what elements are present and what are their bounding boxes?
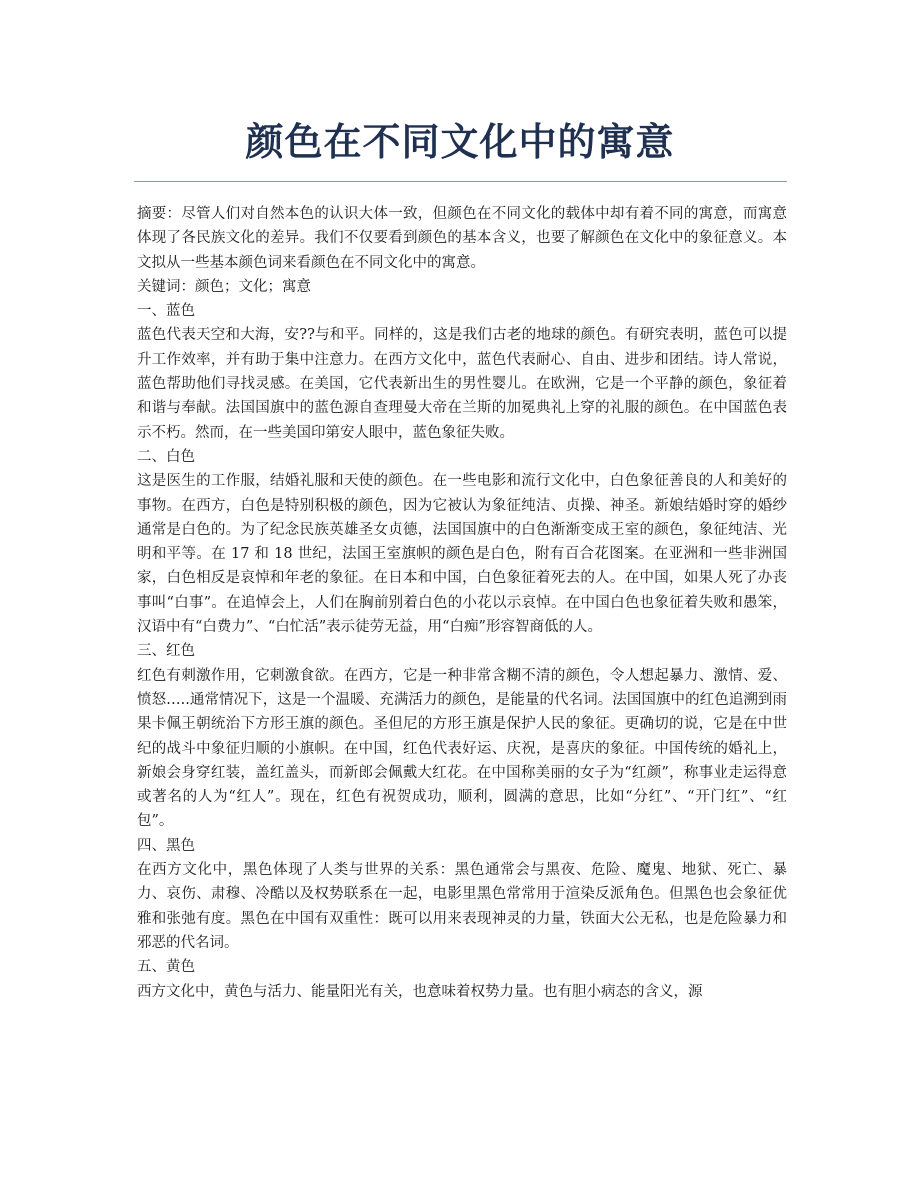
title-divider xyxy=(134,181,787,182)
section-heading-blue: 一、蓝色 xyxy=(137,303,195,320)
document-title: 颜色在不同文化中的寓意 xyxy=(245,120,675,164)
section-body-blue: 蓝色代表天空和大海，安??与和平。同样的，这是我们古老的地球的颜色。有研究表明，蓝色可以提升工作效率，并有助于集中注意力。在西方文化中，蓝色代表耐心、自由、进步和团结。诗人常说，蓝色帮助他们寻找灵感。在美国，它代表新出生的男性婴儿。在欧洲，它是一个平静的颜色，象征着和谐与奉献。法国国旗中的蓝色源自查理曼大帝在兰斯的加冕典礼上穿的礼服的颜色。在中国蓝色表示不朽。然而，在一些美国印第安人眼中，蓝色象征失败。 xyxy=(137,327,787,441)
section-body-white: 这是医生的工作服，结婚礼服和天使的颜色。在一些电影和流行文化中，白色象征善良的人和美好的事物。在西方，白色是特别积极的颜色，因为它被认为象征纯洁、贞操、神圣。新娘结婚时穿的婚纱通常是白色的。为了纪念民族英雄圣女贞德，法国国旗中的白色渐渐变成王室的颜色，象征纯洁、光明和平等。在 17 和 18 世纪，法国王室旗帜的颜色是白色，附有百合花图案。在亚洲和一些非洲国家，白色相反是哀悼和年老的象征。在日本和中国，白色象征着死去的人。在中国，如果人死了办丧事叫“白事”。在追悼会上，人们在胸前别着白色的小花以示哀悼。在中国白色也象征着失败和愚笨，汉语中有“白费力”、“白忙活”表示徒劳无益，用“白痴”形容智商低的人。 xyxy=(137,473,787,636)
section-heading-red: 三、红色 xyxy=(137,643,195,660)
document-body xyxy=(137,202,787,1004)
section-body-yellow: 西方文化中，黄色与活力、能量阳光有关，也意味着权势力量。也有胆小病态的含义，源 xyxy=(137,983,703,1000)
abstract-paragraph: 摘要：尽管人们对自然本色的认识大体一致，但颜色在不同文化的载体中却有着不同的寓意，而寓意体现了各民族文化的差异。我们不仅要看到颜色的基本含义，也要了解颜色在文化中的象征意义。本文拟从一些基本颜色词来看颜色在不同文化中的寓意。 xyxy=(137,206,787,271)
section-body-red: 红色有刺激作用，它刺激食欲。在西方，它是一种非常含糊不清的颜色，令人想起暴力、激情、爱、愤怒…..通常情况下，这是一个温暖、充满活力的颜色，是能量的代名词。法国国旗中的红色追溯到雨果卡佩王朝统治下方形王旗的颜色。圣但尼的方形王旗是保护人民的象征。更确切的说，它是在中世纪的战斗中象征归顺的小旗帜。在中国，红色代表好运、庆祝，是喜庆的象征。中国传统的婚礼上，新娘会身穿红装，盖红盖头，而新郎会佩戴大红花。在中国称美丽的女子为“红颜”，称事业走运得意或著名的人为“红人”。现在，红色有祝贺成功，顺利，圆满的意思，比如“分红”、“开门红”、“红包”。 xyxy=(137,667,787,830)
keywords-line: 关键词：颜色；文化；寓意 xyxy=(137,278,311,295)
section-heading-yellow: 五、黄色 xyxy=(137,959,195,976)
section-body-black: 在西方文化中，黑色体现了人类与世界的关系：黑色通常会与黑夜、危险、魔鬼、地狱、死亡、暴力、哀伤、肃穆、冷酷以及权势联系在一起，电影里黑色常常用于渲染反派角色。但黑色也会象征优雅和张弛有度。黑色在中国有双重性：既可以用来表现神灵的力量，铁面大公无私，也是危险暴力和邪恶的代名词。 xyxy=(137,862,787,951)
section-heading-white: 二、白色 xyxy=(137,448,195,465)
section-heading-black: 四、黑色 xyxy=(137,837,195,854)
